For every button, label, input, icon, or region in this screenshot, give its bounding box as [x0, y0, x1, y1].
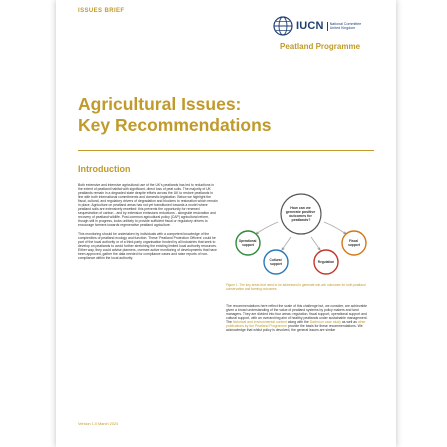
node-cultural-label: Cultural support: [269, 258, 282, 266]
left-column: [78, 183, 218, 264]
arrow-left: [256, 222, 278, 234]
right-paragraph: [226, 304, 372, 332]
logo-subtitle: National Committee United Kingdom: [327, 22, 370, 31]
logo-wordmark: IUCN: [296, 20, 324, 32]
programme-name: Peatland Programme: [280, 42, 361, 51]
right-text-b: along with the: [286, 320, 310, 325]
left-paragraph-2: This monitoring should be undertaken by individuals with a competent knowledge of the complexities of peatland ecology and function. These 'Peatland Protection Officers' could be part of the local authority or of a third-party organisation funded by all industries that seek to develop on peatlands to avoid further stretching the existing limited local authority resources. Either way, they could advise planners, oversee active monitoring of developments that have been approved, gather the data needed for compliance cases and raise reports of non-compliance within the local authority.: [78, 231, 217, 260]
node-operational-label: Operational support: [238, 239, 257, 247]
intro-heading: Introduction: [78, 164, 131, 174]
node-regulation-label: Regulation: [317, 260, 335, 264]
title-divider: [78, 150, 374, 151]
right-text-a: The recommendations here reflect the scale of this challenge but, we consider, are achievable given a broad understanding of the value of peatland systems by policy makers and land managers. They are divided into four areas: regulation, fiscal support, operational support and cultural support, with an overarching aim of healthy peatlands under sustainable management. The: [226, 304, 368, 325]
link-historical-context[interactable]: historical and environmental context: [232, 320, 287, 325]
arrow-right: [324, 222, 346, 234]
arrow-bottom-left: [282, 237, 291, 250]
globe-icon: [273, 16, 293, 36]
center-node-label: How can we generate positive outcomes for peatlands?: [285, 206, 316, 222]
link-dartmoor-case-study[interactable]: Dartmoor case study: [309, 320, 341, 325]
version-label: Version 1.0 March 2024: [78, 422, 119, 426]
arrow-bottom-right: [311, 237, 320, 250]
right-text-c: as well as: [340, 320, 358, 325]
document-page: [56, 0, 396, 447]
link-other-publications[interactable]: other publications by the Peatland Programme: [226, 320, 366, 329]
title-line-2: Key Recommendations: [78, 115, 272, 135]
right-text-d: provide the basis for these recommendations. We acknowledge that whilst policy is devolved, the general issues are similar: [226, 324, 363, 333]
iucn-logo: [273, 16, 370, 36]
page-title: [78, 94, 272, 136]
title-line-1: Agricultural Issues:: [78, 94, 242, 114]
figure-caption: Figure 1. The key areas that need to be addressed to generate win-win outcomes for both peatland conservation and farming outcomes.: [226, 283, 366, 291]
right-column: [226, 304, 372, 336]
issues-brief-label: ISSUES BRIEF: [78, 8, 125, 14]
left-paragraph-1: Both extensive and intensive agricultural use of the UK's peatlands has led to reductions in the extent of peatland habitat with significant, direct loss of peat soils. The majority of UK peatlands remain in a degraded state despite efforts across the UK to restore peatlands in line with both international commitments and domestic legislation. Below we highlight the fiscal, cultural, and regulatory drivers of degradation and blockers to restoration which remain in place. Agriculture on peatland areas has not yet transitioned towards a model where peatland soils are extensively rewetted: this prevents the opportunity for renewed sequestration of carbon - and by extension emissions reductions - alongside restoration and recovery of peatland wildlife. Post-common agricultural policy (CAP) agricultural reform, though still in progress, looks unlikely to provide sufficient fiscal or regulatory drivers to encourage farmers towards regenerative peatland agriculture.: [78, 183, 218, 228]
outcomes-diagram: [226, 182, 376, 282]
node-fiscal-label: Fiscal support: [348, 239, 360, 247]
